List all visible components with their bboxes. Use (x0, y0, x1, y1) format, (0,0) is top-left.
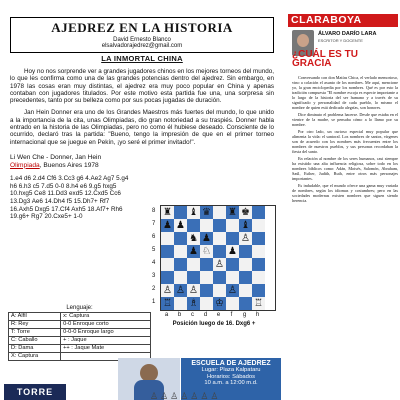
board-square (213, 271, 226, 284)
board-square (213, 232, 226, 245)
file-label: g (242, 312, 247, 318)
board-square (252, 232, 265, 245)
legend-cell: T: Torre (9, 329, 61, 337)
board-square: ♗ (187, 297, 200, 310)
board-square (252, 245, 265, 258)
board-square (239, 297, 252, 310)
file-label: a (164, 312, 169, 318)
legend-cell: X: Captura (9, 353, 61, 361)
board-square (174, 232, 187, 245)
torre-brand-ad: TORRE (4, 384, 66, 400)
board-square: ♟ (161, 219, 174, 232)
board-square (200, 219, 213, 232)
board-square (239, 271, 252, 284)
board-square: ♙ (174, 284, 187, 297)
board-square: ♘ (200, 245, 213, 258)
board-square (187, 271, 200, 284)
board-square (226, 258, 239, 271)
board-square (161, 271, 174, 284)
board-square (187, 258, 200, 271)
legend-cell: C: Caballo (9, 337, 61, 345)
board-square (239, 245, 252, 258)
author-face (297, 34, 309, 47)
legend-row (9, 313, 151, 321)
article-subtitle: LA INMORTAL CHINA (101, 54, 183, 63)
legend-title: Lenguaje: (66, 305, 93, 311)
column-title: ¿CUÁL ES TU GRACIA (292, 49, 358, 69)
board-square: ♙ (239, 232, 252, 245)
legend-cell: D: Dama (9, 345, 61, 353)
school-ad-title: ESCUELA DE AJEDREZ (191, 360, 271, 367)
file-label: e (216, 312, 221, 318)
board-square (252, 271, 265, 284)
board-square: ♟ (226, 245, 239, 258)
legend-cell: R: Rey (9, 321, 61, 329)
column-paragraph: En relación al nombre de los seres humanos, casi siempre ha existido una alta influencia religiosa, sobre todo en los nombres bíblicos como: Adán, Moisés, Salomón, Abraham, Saúl, Esther, Judith, Ruth, entre otros más personajes importantes. (292, 156, 398, 181)
board-square (200, 258, 213, 271)
column-body (292, 75, 398, 205)
rank-label: 1 (152, 299, 156, 305)
game-event-location: , Buenos Aires 1978 (39, 161, 99, 169)
rank-label: 8 (152, 208, 156, 214)
board-square: ♞ (187, 232, 200, 245)
board-square: ♛ (200, 206, 213, 219)
column-paragraph: Conversando con don Matías Chica, el verlado memorioso, vino a colación el asunto de los nombres. Me aquí, mencione yo, la gran enciclopedia por los nombres. Qué es por esto la tradición compuesta "El nombre escoja es especie importante a lo largo de la historia del ser humano y a través de su significado y personalidad de cada pueblo, lo mismo el nombre de quien está dedicado alegrías, son honores. (292, 75, 398, 110)
board-square: ♝ (187, 206, 200, 219)
rank-label: 6 (152, 234, 156, 240)
legend-cell: x: Captura (61, 313, 151, 321)
rank-label: 7 (152, 221, 156, 227)
board-square: ♙ (187, 284, 200, 297)
board-square (200, 284, 213, 297)
game-header (10, 154, 130, 169)
board-square: ♙ (213, 258, 226, 271)
file-label: b (177, 312, 182, 318)
legend-cell: + : Jaque (61, 337, 151, 345)
board-square: ♟ (187, 245, 200, 258)
board-square (200, 271, 213, 284)
rank-label: 4 (152, 260, 156, 266)
board-square: ♖ (252, 297, 265, 310)
board-square (174, 245, 187, 258)
board-file-labels (160, 312, 276, 318)
legend-row (9, 345, 151, 353)
rank-label: 5 (152, 247, 156, 253)
board-square (174, 258, 187, 271)
column-paragraph: Dice diminuto el problema hacerse. Desde que estaba en el vientre de la madre, se pensaba cómo a lo llamo por su nombre. (292, 112, 398, 127)
board-square: ♔ (213, 297, 226, 310)
legend-cell: 0-0 Enroque corto (61, 321, 151, 329)
board-square (252, 258, 265, 271)
top-margin (4, 0, 280, 17)
board-square (252, 219, 265, 232)
pawns-decoration-icon: ♙♙♙♙♙♙♙ (150, 391, 221, 400)
rank-label: 3 (152, 273, 156, 279)
file-label: d (203, 312, 208, 318)
board-square (213, 219, 226, 232)
game-players: Li Wen Che - Donner, Jan Hein (10, 153, 102, 161)
game-event-link[interactable]: Olimpiada (10, 161, 40, 169)
board-square (226, 219, 239, 232)
board-square (226, 232, 239, 245)
board-square (200, 297, 213, 310)
board-square: ♟ (200, 232, 213, 245)
board-square: ♚ (239, 206, 252, 219)
chess-board (160, 205, 276, 311)
legend-row (9, 329, 151, 337)
notation-legend (8, 312, 151, 361)
legend-row (9, 337, 151, 345)
chess-diagram (152, 205, 276, 327)
article-header (10, 17, 274, 53)
board-square (213, 245, 226, 258)
school-ad-line-3: 10 a.m. a 12:00 m.d. (204, 380, 258, 387)
legend-row (9, 321, 151, 329)
board-square: ♙ (226, 284, 239, 297)
rank-label: 2 (152, 286, 156, 292)
board-square (226, 297, 239, 310)
legend-cell: A: Alfil (9, 313, 61, 321)
board-square (187, 219, 200, 232)
school-ad-line-2: Horarios: Sábados (206, 373, 255, 380)
file-label: c (191, 312, 194, 318)
board-square: ♜ (226, 206, 239, 219)
legend-cell: 0-0-0 Enroque largo (61, 329, 151, 337)
file-label: f (230, 312, 233, 318)
board-square: ♟ (174, 219, 187, 232)
diagram-caption: Posición luego de 16. Dxg6 + (172, 321, 256, 327)
board-square: ♜ (161, 206, 174, 219)
author-email: elsalvadorajedrez@gmail.com (101, 43, 183, 49)
board-square (174, 206, 187, 219)
board-square (161, 245, 174, 258)
board-square (252, 284, 265, 297)
board-square (213, 206, 226, 219)
board-square (174, 271, 187, 284)
school-ad-line-1: Lugar: Plaza Kalpataru (201, 367, 261, 373)
article-paragraph-2: Jan Hein Donner era uno de los Grandes Maestros más fuertes del mundo, lo que unido a la importancia de la cita, unas Olimpiadas, dio gran notoriedad a su traspiés. Donner habla entrado en la historia de las Olimpiadas, pero no como él hubiese deseado. Consciente de lo ocurrido, declaró tras la partida: "Bueno, tengo la impresión de que en el primer torneo internacional que se juegue en Pekín, ¡yo seré el primer invitado!". (10, 109, 274, 146)
board-square (174, 297, 187, 310)
board-square: ♝ (239, 219, 252, 232)
game-moves: 1.e4 d6 2.d4 Cf6 3.Cc3 g6 4.Ae2 Ag7 5.g4 h6 6.h3 c5 7.d5 0-0 8.h4 e6 9.g5 hxg5 10.hxg5 Ce8 11.Dd3 exd5 12.Cxd5 Cc6 13.Dg3 Ae6 14.Dh4 f5 15.Dh7+ Rf7 16.Axh5 Dxg5 17.Cf4 Axh5 18.Af7+ Rh6 19.g6+ Rg7 20.Cxe5+ 1-0 (10, 175, 129, 221)
column-paragraph: Por otro lado, un curioso especial muy popular que alimenta la vida: el santoral. Los nombres de santos, vírgenes son de acuerdo con los nombres más frecuentes entre los nombres de nuestros pueblos, y sus personas recordaban la fiesta del santo. (292, 129, 398, 154)
board-square: ♙ (161, 284, 174, 297)
column-masthead: CLARABOYA (288, 14, 398, 27)
column-author-role: ESCRITOR Y DOCENTE (318, 38, 363, 43)
article-title: AJEDREZ EN LA HISTORIA (51, 20, 233, 35)
file-label: h (255, 312, 260, 318)
column-author: ÁLVARO DARÍO LARA (318, 31, 377, 37)
article-paragraph-1: Hoy no nos sorprende ver a grandes jugadores chinos en los mejores torneos del mundo, lo que les confirma como una de las grandes potencias dentro del ajedrez. Sin embargo, en 1978 las cosas eran muy distintas, el ajedrez era muy poco popular en China y apenas contaban con jugadores titulados. Por este motivo esta partida fue una, una sorpresa sin precedentes, tanto por su belleza como por sus pocas jugadas de duración. (10, 68, 274, 105)
legend-cell: ++ : Jaque Mate (61, 345, 151, 353)
board-square (161, 232, 174, 245)
board-square (226, 271, 239, 284)
board-square: ♖ (161, 297, 174, 310)
article-author: David Ernesto Blanco (113, 37, 171, 43)
board-square (239, 284, 252, 297)
column-paragraph: Es indudable, que el mundo ofrece una gama muy variada de nombres, según los idiomas y costumbres; pero en las sociedades modernas existen nombres que siguen siendo herencia. (292, 183, 398, 203)
board-square (213, 284, 226, 297)
board-square (239, 258, 252, 271)
board-square (161, 258, 174, 271)
board-rank-labels (152, 205, 160, 309)
board-square (252, 206, 265, 219)
